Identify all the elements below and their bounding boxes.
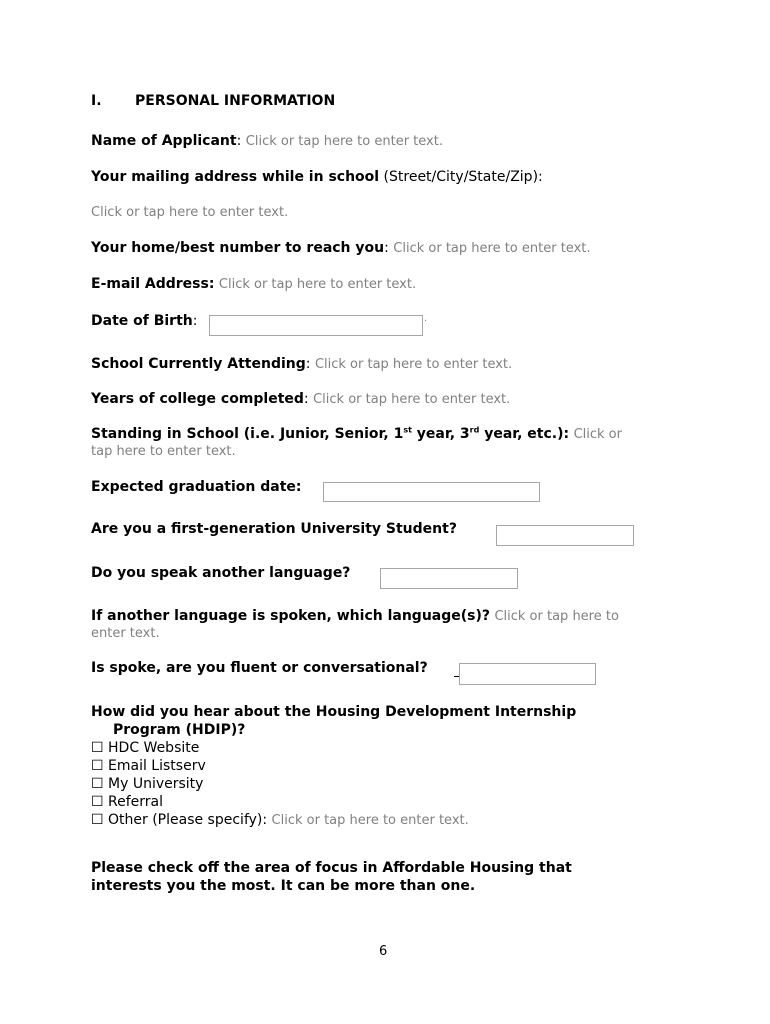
dob-field[interactable] [209,315,423,336]
email-row [91,276,416,292]
which-lang-field[interactable]: Click or tap here to [494,609,619,624]
school-label: School Currently Attending [91,356,306,372]
years-field[interactable]: Click or tap here to enter text. [313,392,511,407]
hear-option-other[interactable] [91,812,469,828]
hear-option-hdc[interactable] [91,740,199,756]
hear-option-email[interactable] [91,758,206,774]
grad-label: Expected graduation date: [91,479,302,495]
hear-option-label: HDC Website [108,740,200,756]
name-row: Name of Applicant: Click or tap here to enter text. [91,133,443,149]
school-field[interactable]: Click or tap here to enter text. [314,357,513,372]
phone-label: Your home/best number to reach you [91,240,385,256]
hear-option-label: Referral [108,794,164,810]
hear-option-label: Other (Please specify): [108,812,268,828]
focus-heading-cont: interests you the most. It can be more than one. [91,878,476,894]
which-lang-field-cont[interactable]: enter text. [91,626,160,641]
hear-option-label: My University [108,776,204,792]
page-number: 6 [379,944,388,959]
phone-row: Your home/best number to reach you: Click or tap here to enter text. [91,240,591,256]
mailing-field[interactable]: Click or tap here to enter text. [91,205,289,220]
firstgen-label: Are you a first-generation University Student? [91,521,457,537]
checkbox-icon[interactable]: ☐ [91,812,104,828]
checkbox-icon[interactable]: ☐ [91,794,104,810]
checkbox-icon[interactable]: ☐ [91,776,104,792]
phone-field[interactable]: Click or tap here to enter text. [393,241,591,256]
school-row: School Currently Attending: Click or tap here to enter text. [91,356,513,372]
standing-label: Standing in School (i.e. Junior, Senior, 1st year, 3rd year, etc.): [91,425,570,442]
name-field[interactable]: Click or tap here to enter text. [245,134,443,149]
hear-option-referral[interactable] [91,794,163,810]
hear-label: How did you hear about the Housing Development Internship [91,704,577,720]
section-number: I. [91,93,102,109]
other-specify-field[interactable]: Click or tap here to enter text. [271,813,469,828]
dob-trailing-dot: . [424,313,428,324]
mailing-hint: (Street/City/State/Zip): [383,169,543,185]
focus-heading: Please check off the area of focus in Affordable Housing that [91,860,572,876]
fluent-field[interactable] [459,663,596,685]
standing-field[interactable]: Click or [573,427,622,442]
which-lang-label: If another language is spoken, which language(s)? [91,608,490,624]
mailing-label: Your mailing address while in school [91,169,380,185]
years-label: Years of college completed [91,391,304,407]
which-lang-row [91,608,619,624]
firstgen-field[interactable] [496,525,634,546]
mailing-row [91,169,543,185]
checkbox-icon[interactable]: ☐ [91,740,104,756]
email-label: E-mail Address: [91,276,215,292]
dob-label: Date of Birth [91,313,193,329]
language-field[interactable] [380,568,518,589]
years-row: Years of college completed: Click or tap here to enter text. [91,391,511,407]
standing-field-cont[interactable]: tap here to enter text. [91,444,236,459]
name-label: Name of Applicant [91,133,237,149]
email-field[interactable]: Click or tap here to enter text. [218,277,417,292]
checkbox-icon[interactable]: ☐ [91,758,104,774]
language-label: Do you speak another language? [91,565,351,581]
fluent-label: Is spoke, are you fluent or conversational? [91,660,428,676]
dob-row: Date of Birth: [91,313,198,329]
grad-field[interactable] [323,482,540,502]
standing-row [91,426,622,442]
hear-option-label: Email Listserv [108,758,206,774]
section-title: PERSONAL INFORMATION [135,93,336,109]
hear-label-cont: Program (HDIP)? [113,722,246,738]
hear-option-university[interactable] [91,776,203,792]
